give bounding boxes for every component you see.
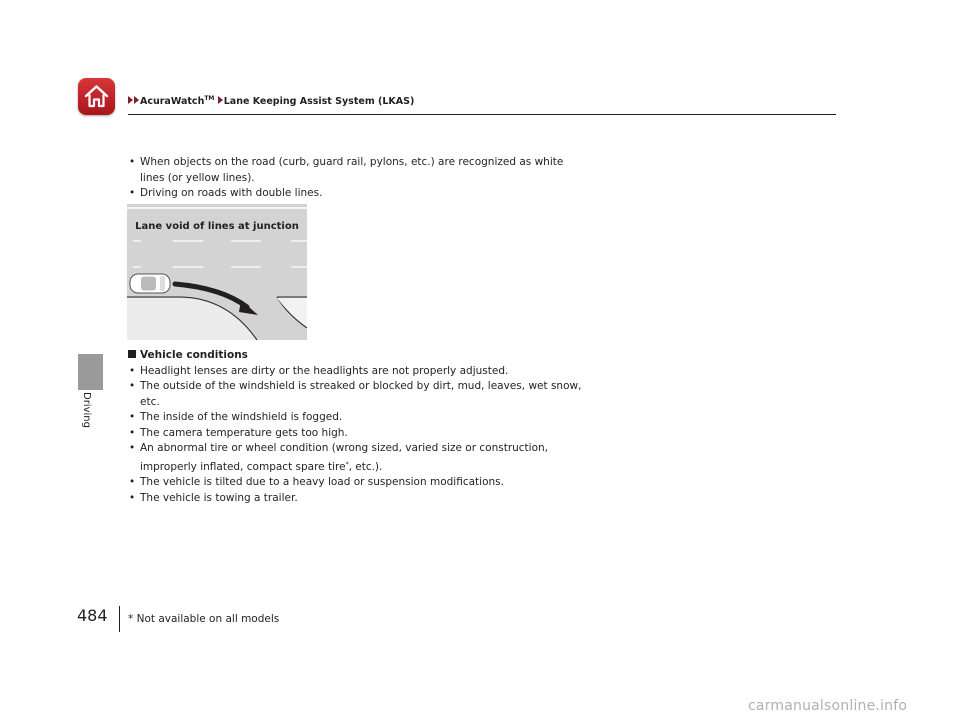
list-item: • Headlight lenses are dirty or the headlights are not properly adjusted. bbox=[128, 364, 588, 380]
sidebar-section-label bbox=[78, 392, 103, 442]
footnote-divider bbox=[119, 606, 120, 632]
list-item: • The vehicle is towing a trailer. bbox=[128, 491, 588, 507]
list-item-tail: , etc.). bbox=[348, 460, 383, 473]
list-item: • When objects on the road (curb, guard rail, pylons, etc.) are recognized as white lines (or yellow lines). bbox=[128, 155, 588, 186]
top-bullet-list bbox=[128, 155, 588, 202]
home-icon bbox=[83, 83, 110, 110]
sidebar-tab bbox=[78, 354, 103, 390]
sidebar-label-text: Driving bbox=[81, 392, 92, 428]
breadcrumb bbox=[128, 95, 414, 107]
breadcrumb-arrow-icon bbox=[134, 96, 139, 104]
car-icon bbox=[130, 274, 170, 293]
illustration-caption: Lane void of lines at junction bbox=[135, 221, 299, 232]
list-item-text: An abnormal tire or wheel condition (wrong sized, varied size or construction, improperly inflated, compact spare tire bbox=[140, 442, 549, 473]
trademark-mark: TM bbox=[204, 95, 215, 102]
list-item: • The inside of the windshield is fogged. bbox=[128, 410, 588, 426]
list-item: • The vehicle is tilted due to a heavy load or suspension modifications. bbox=[128, 475, 588, 491]
vehicle-conditions-section bbox=[128, 348, 588, 506]
home-button[interactable] bbox=[78, 78, 115, 115]
list-item: • Driving on roads with double lines. bbox=[128, 186, 588, 202]
breadcrumb-arrow-icon bbox=[128, 96, 133, 104]
page-number: 484 bbox=[77, 606, 108, 625]
square-bullet-icon bbox=[128, 350, 136, 358]
list-item bbox=[128, 441, 588, 475]
header-rule bbox=[128, 114, 836, 115]
list-item: • The camera temperature gets too high. bbox=[128, 426, 588, 442]
section-heading bbox=[128, 348, 588, 364]
footnote: * Not available on all models bbox=[128, 613, 280, 625]
junction-illustration bbox=[127, 204, 307, 340]
section-heading-text: Vehicle conditions bbox=[140, 349, 248, 361]
breadcrumb-item-lkas: Lane Keeping Assist System (LKAS) bbox=[223, 96, 415, 107]
watermark: carmanualsonline.info bbox=[748, 698, 908, 714]
breadcrumb-arrow-icon bbox=[218, 96, 223, 104]
breadcrumb-item-acurawatch[interactable]: AcuraWatch bbox=[140, 96, 205, 107]
list-item: • The outside of the windshield is streaked or blocked by dirt, mud, leaves, wet snow, etc. bbox=[128, 379, 588, 410]
footnote-marker[interactable]: * bbox=[345, 460, 349, 468]
